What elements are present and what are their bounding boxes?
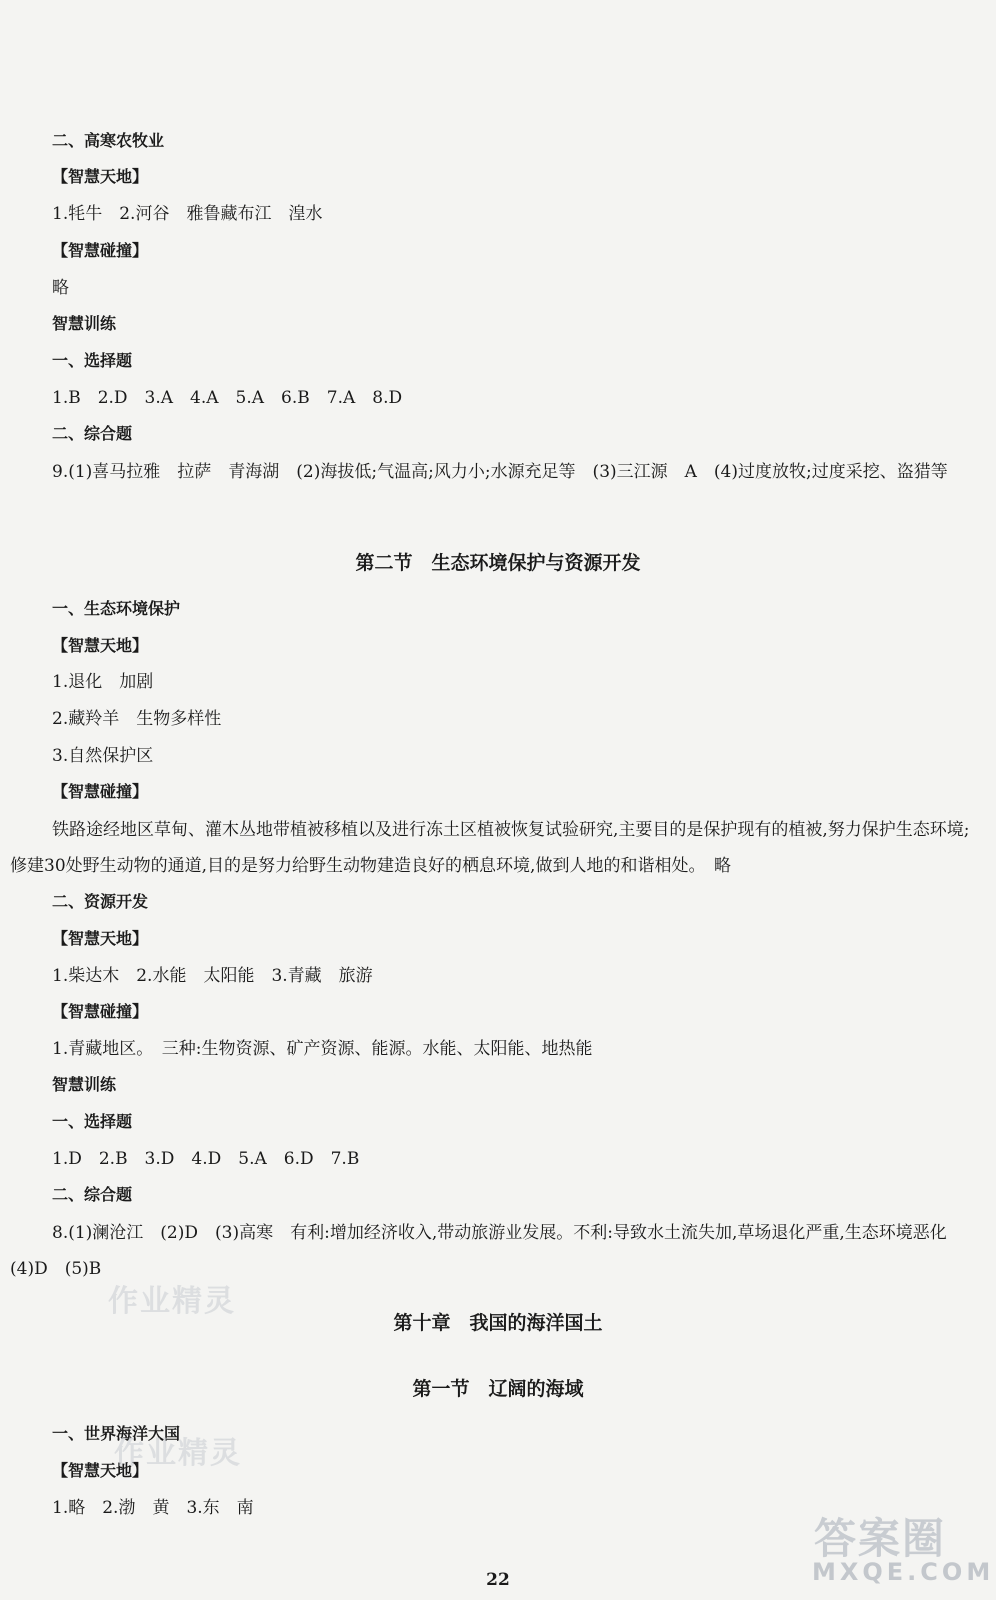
answer-line: 1.B 2.D 3.A 4.A 5.A 6.B 7.A 8.D	[52, 388, 403, 408]
section-heading: 二、综合题	[52, 424, 133, 443]
answer-paragraph: 铁路途经地区草甸、灌木丛地带植被移植以及进行冻土区植被恢复试验研究,主要目的是保护现有的植被,努力保护生态环境;修建30处野生动物的通道,目的是努力给野生动物建造良好的栖息环境,做到人地的和谐相处。 略	[10, 820, 970, 876]
section-heading: 二、综合题	[52, 1185, 133, 1204]
subsection-label: 【智慧天地】	[52, 167, 149, 186]
section-heading: 二、资源开发	[52, 892, 149, 911]
section-heading: 一、世界海洋大国	[52, 1424, 181, 1443]
chapter-title: 第十章 我国的海洋国土	[393, 1312, 603, 1334]
section-heading: 二、高寒农牧业	[52, 131, 165, 150]
answer-line: 略	[52, 278, 69, 298]
subsection-label: 【智慧天地】	[52, 1461, 149, 1480]
subsection-label: 【智慧天地】	[52, 929, 149, 948]
answer-line: 1.略 2.渤 黄 3.东 南	[52, 1498, 254, 1518]
answer-line: 2.藏羚羊 生物多样性	[52, 709, 222, 729]
section-heading: 智慧训练	[52, 1075, 117, 1094]
answer-line: 1.D 2.B 3.D 4.D 5.A 6.D 7.B	[52, 1149, 360, 1169]
logo-text: 答案圈	[814, 1514, 947, 1563]
logo-domain: MXQE.COM	[812, 1558, 995, 1586]
page-number: 22	[486, 1570, 510, 1590]
section-heading: 一、生态环境保护	[52, 599, 181, 618]
section-heading: 一、选择题	[52, 351, 133, 370]
answer-paragraph: 8.(1)澜沧江 (2)D (3)高寒 有利:增加经济收入,带动旅游业发展。不利:导致水土流失加,草场退化严重,生态环境恶化 (4)D (5)B	[10, 1223, 964, 1279]
section-title: 第二节 生态环境保护与资源开发	[355, 552, 641, 574]
watermark: 作业精灵	[108, 1284, 236, 1319]
answer-line: 1.牦牛 2.河谷 雅鲁藏布江 湟水	[52, 204, 323, 224]
answer-line: 3.自然保护区	[52, 746, 154, 766]
subsection-label: 【智慧碰撞】	[52, 782, 149, 801]
section-heading: 智慧训练	[52, 314, 117, 333]
subsection-label: 【智慧碰撞】	[52, 1002, 149, 1021]
subsection-label: 【智慧天地】	[52, 636, 149, 655]
answer-line: 1.柴达木 2.水能 太阳能 3.青藏 旅游	[52, 966, 373, 986]
subsection-label: 【智慧碰撞】	[52, 241, 149, 260]
section-title: 第一节 辽阔的海域	[412, 1378, 584, 1400]
site-logo	[794, 1506, 995, 1586]
answer-line: 1.退化 加剧	[52, 672, 154, 692]
answer-line: 1.青藏地区。 三种:生物资源、矿产资源、能源。水能、太阳能、地热能	[52, 1039, 593, 1059]
watermark: 作业精灵	[114, 1436, 242, 1471]
answer-paragraph: 9.(1)喜马拉雅 拉萨 青海湖 (2)海拔低;气温高;风力小;水源充足等 (3)三江源 A (4)过度放牧;过度采挖、盗猎等	[52, 462, 948, 482]
section-heading: 一、选择题	[52, 1112, 133, 1131]
